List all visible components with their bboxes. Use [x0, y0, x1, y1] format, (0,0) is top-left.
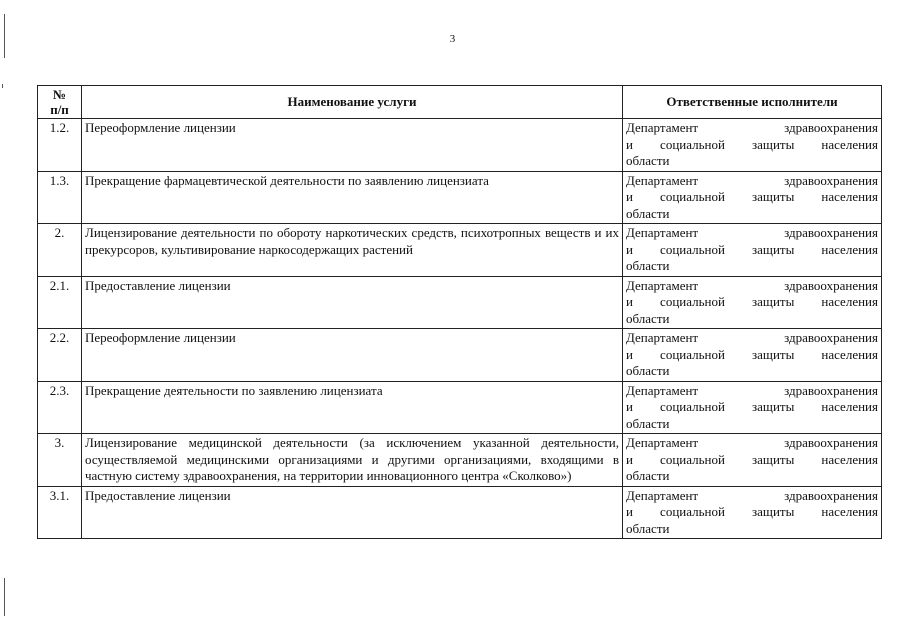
executor-line	[626, 452, 878, 469]
executor-word: и	[626, 294, 633, 309]
executor-word: и	[626, 399, 633, 414]
executor-word: и	[626, 504, 633, 519]
services-table	[37, 85, 882, 539]
responsible-executor	[623, 276, 882, 329]
service-name: Предоставление лицензии	[82, 276, 623, 329]
executor-line	[626, 504, 878, 521]
executor-line: области	[626, 205, 670, 221]
header-executors: Ответственные исполнители	[623, 86, 882, 119]
executor-word: населения	[821, 136, 878, 152]
executor-word: Департамент	[626, 487, 699, 503]
executor-line: области	[626, 310, 670, 326]
responsible-executor	[623, 329, 882, 382]
executor-word: Департамент	[626, 225, 699, 240]
executor-word: населения	[821, 189, 878, 204]
executor-word: защиты	[752, 189, 795, 204]
executor-word: населения	[821, 504, 878, 519]
responsible-executor	[623, 171, 882, 224]
executor-word: социальной	[660, 189, 725, 204]
executor-word: Департамент	[626, 330, 699, 345]
table-row	[38, 119, 882, 172]
row-number: 3.	[38, 434, 82, 487]
table-row	[38, 276, 882, 329]
executor-word: и	[626, 241, 633, 257]
service-name: Переоформление лицензии	[82, 329, 623, 382]
executor-line	[626, 294, 878, 311]
service-name: Лицензирование деятельности по обороту наркотических средств, психотропных веществ и их прекурсоров, культивирование наркосодержащих растений	[82, 224, 623, 277]
header-service: Наименование услуги	[82, 86, 623, 119]
service-name: Прекращение деятельности по заявлению лицензиата	[82, 381, 623, 434]
executor-line: области	[626, 153, 670, 168]
executor-line: области	[626, 468, 670, 483]
row-number: 2.3.	[38, 381, 82, 434]
executor-word: защиты	[752, 346, 795, 362]
row-number: 1.3.	[38, 171, 82, 224]
executor-word: защиты	[752, 136, 795, 152]
executor-line	[626, 330, 878, 347]
table-row	[38, 381, 882, 434]
executor-word: здравоохранения	[784, 225, 878, 240]
executor-word: населения	[821, 451, 878, 467]
executor-word: и	[626, 136, 633, 152]
executor-word: Департамент	[626, 120, 699, 135]
service-name: Прекращение фармацевтической деятельности по заявлению лицензиата	[82, 171, 623, 224]
table-row	[38, 171, 882, 224]
table-row	[38, 224, 882, 277]
executor-word: и	[626, 346, 633, 362]
executor-word: населения	[821, 294, 878, 309]
executor-word: социальной	[660, 346, 725, 362]
executor-word: защиты	[752, 294, 795, 309]
executor-word: населения	[821, 346, 878, 362]
executor-word: социальной	[660, 504, 725, 519]
executor-line	[626, 383, 878, 400]
executor-line: области	[626, 363, 670, 378]
executor-line	[626, 242, 878, 259]
executor-word: населения	[821, 399, 878, 414]
executor-word: социальной	[660, 136, 725, 152]
row-number: 2.2.	[38, 329, 82, 382]
executor-word: и	[626, 451, 633, 467]
executor-line	[626, 189, 878, 206]
executor-word: защиты	[752, 504, 795, 519]
responsible-executor	[623, 434, 882, 487]
executor-word: здравоохранения	[784, 330, 878, 345]
executor-word: и	[626, 189, 633, 204]
row-number: 2.	[38, 224, 82, 277]
executor-word: защиты	[752, 241, 795, 257]
executor-line	[626, 120, 878, 137]
row-number: 1.2.	[38, 119, 82, 172]
scan-mark	[2, 84, 3, 88]
executor-word: здравоохранения	[784, 487, 878, 503]
responsible-executor	[623, 224, 882, 277]
executor-line	[626, 399, 878, 416]
executor-line	[626, 137, 878, 154]
responsible-executor	[623, 119, 882, 172]
executor-word: здравоохранения	[784, 172, 878, 188]
scan-mark	[4, 578, 5, 616]
executor-word: защиты	[752, 399, 795, 414]
row-number: 2.1.	[38, 276, 82, 329]
table-row	[38, 486, 882, 539]
service-name: Лицензирование медицинской деятельности (за исключением указанной деятельности, осуществляемой медицинскими организациями и другими организациями, входящими в частную систему здравоохранения, на территории инновационного центра «Сколково»)	[82, 434, 623, 487]
executor-word: защиты	[752, 451, 795, 467]
responsible-executor	[623, 381, 882, 434]
executor-word: Департамент	[626, 435, 699, 450]
executor-line: области	[626, 415, 670, 431]
executor-line	[626, 347, 878, 364]
executor-word: Департамент	[626, 172, 699, 188]
executor-line	[626, 435, 878, 452]
table-body	[38, 119, 882, 539]
executor-word: социальной	[660, 451, 725, 467]
executor-line	[626, 488, 878, 505]
executor-line	[626, 278, 878, 295]
executor-line	[626, 173, 878, 190]
executor-word: здравоохранения	[784, 382, 878, 398]
executor-word: здравоохранения	[784, 435, 878, 450]
service-name: Предоставление лицензии	[82, 486, 623, 539]
executor-word: социальной	[660, 294, 725, 309]
table-header-row	[38, 86, 882, 119]
executor-word: здравоохранения	[784, 277, 878, 293]
executor-line: области	[626, 258, 670, 273]
executor-word: населения	[821, 241, 878, 257]
page-number: 3	[449, 33, 456, 45]
service-name: Переоформление лицензии	[82, 119, 623, 172]
executor-word: Департамент	[626, 277, 699, 293]
executor-word: социальной	[660, 399, 725, 414]
row-number: 3.1.	[38, 486, 82, 539]
executor-word: здравоохранения	[784, 120, 878, 135]
header-number: № п/п	[38, 86, 82, 119]
executor-word: Департамент	[626, 382, 699, 398]
table-row	[38, 329, 882, 382]
table-row	[38, 434, 882, 487]
executor-line	[626, 225, 878, 242]
scan-mark	[4, 14, 5, 58]
executor-word: социальной	[660, 241, 725, 257]
responsible-executor	[623, 486, 882, 539]
executor-line: области	[626, 520, 670, 536]
